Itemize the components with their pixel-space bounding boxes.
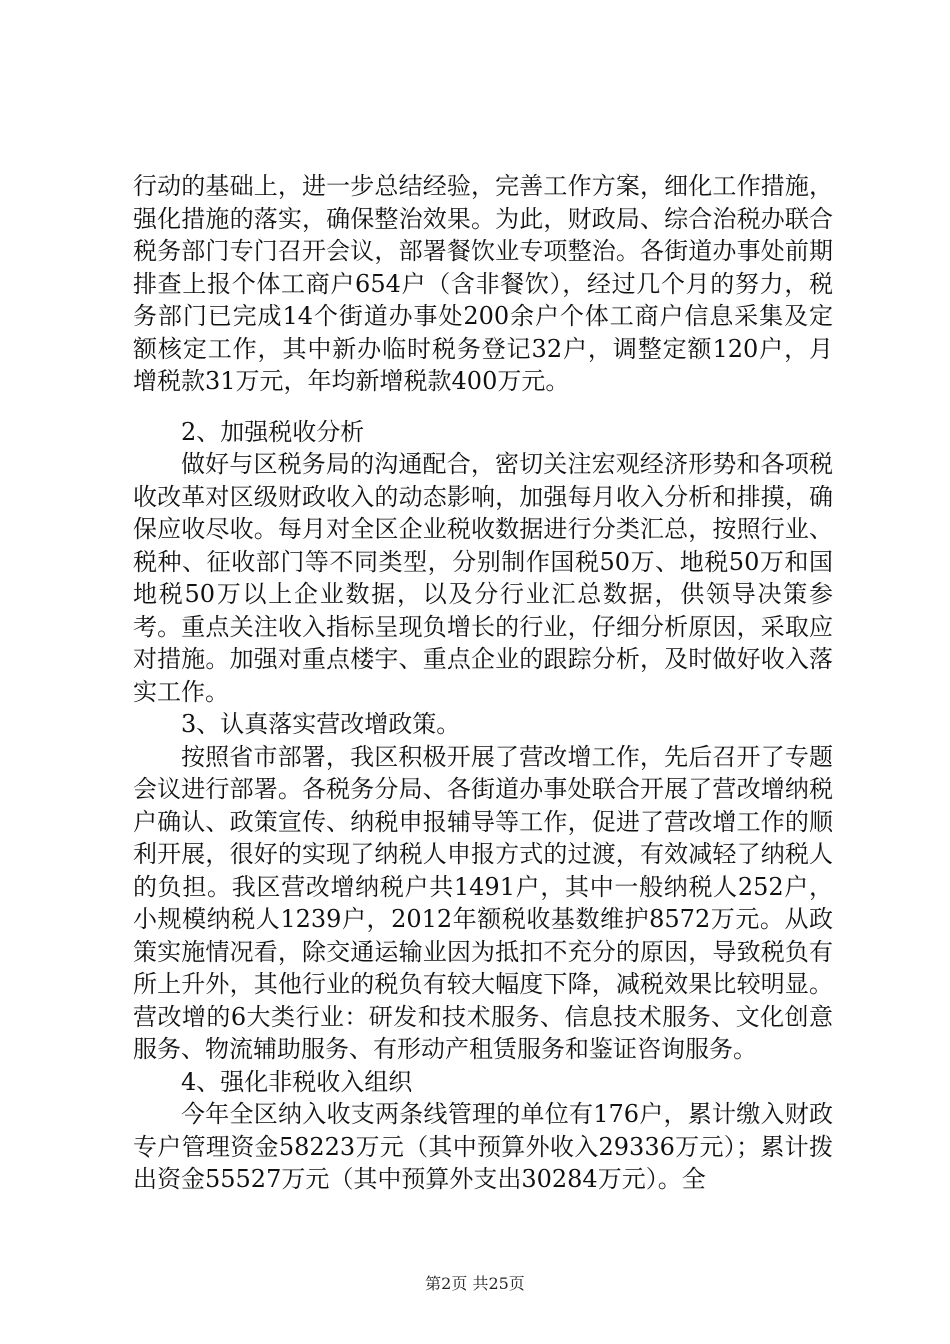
- section-heading-non-tax-revenue: 4、强化非税收入组织: [181, 1067, 413, 1096]
- section-heading-tax-analysis: 2、加强税收分析: [181, 417, 365, 446]
- section-heading-vat-reform: 3、认真落实营改增政策。: [181, 710, 461, 738]
- paragraph-continued: 行动的基础上，进一步总结经验，完善工作方案，细化工作措施，强化措施的落实，确保整治效果。为此，财政局、综合治税办联合税务部门专门召开会议，部署餐饮业专项整治。各街道办事处前期排查上报个体工商户654户（含非餐饮），经过几个月的努力，税务部门已完成14个街道办事处200余户个体工商户信息采集及定额核定工作，其中新办临时税务登记32户，调整定额120户，月增税款31万元，年均新增税款400万元。: [133, 172, 833, 395]
- paragraph-gap: [133, 398, 833, 416]
- page-number-footer: 第2页 共25页: [425, 1274, 525, 1293]
- section-body-tax-analysis: 做好与区税务局的沟通配合，密切关注宏观经济形势和各项税收改革对区级财政收入的动态影响，加强每月收入分析和排摸，确保应收尽收。每月对全区企业税收数据进行分类汇总，按照行业、税种、征收部门等不同类型，分别制作国税50万、地税50万和国地税50万以上企业数据，以及分行业汇总数据，供领导决策参考。重点关注收入指标呈现负增长的行业，仔细分析原因，采取应对措施。加强对重点楼宇、重点企业的跟踪分析，及时做好收入落实工作。: [133, 450, 833, 706]
- section-body-non-tax-revenue: 今年全区纳入收支两条线管理的单位有176户，累计缴入财政专户管理资金58223万元（其中预算外收入29336万元）；累计拨出资金55527万元（其中预算外支出30284万元）。全: [133, 1100, 833, 1193]
- section-body-vat-reform: 按照省市部署，我区积极开展了营改增工作，先后召开了专题会议进行部署。各税务分局、各街道办事处联合开展了营改增纳税户确认、政策宣传、纳税申报辅导等工作，促进了营改增工作的顺利开展，很好的实现了纳税人申报方式的过渡，有效减轻了纳税人的负担。我区营改增纳税户共1491户，其中一般纳税人252户，小规模纳税人1239户，2012年额税收基数维护8572万元。从政策实施情况看，除交通运输业因为抵扣不充分的原因，导致税负有所上升外，其他行业的税负有较大幅度下降，减税效果比较明显。营改增的6大类行业：研发和技术服务、信息技术服务、文化创意服务、物流辅助服务、有形动产租赁服务和鉴证咨询服务。: [133, 742, 833, 1063]
- document-body: [133, 170, 833, 1196]
